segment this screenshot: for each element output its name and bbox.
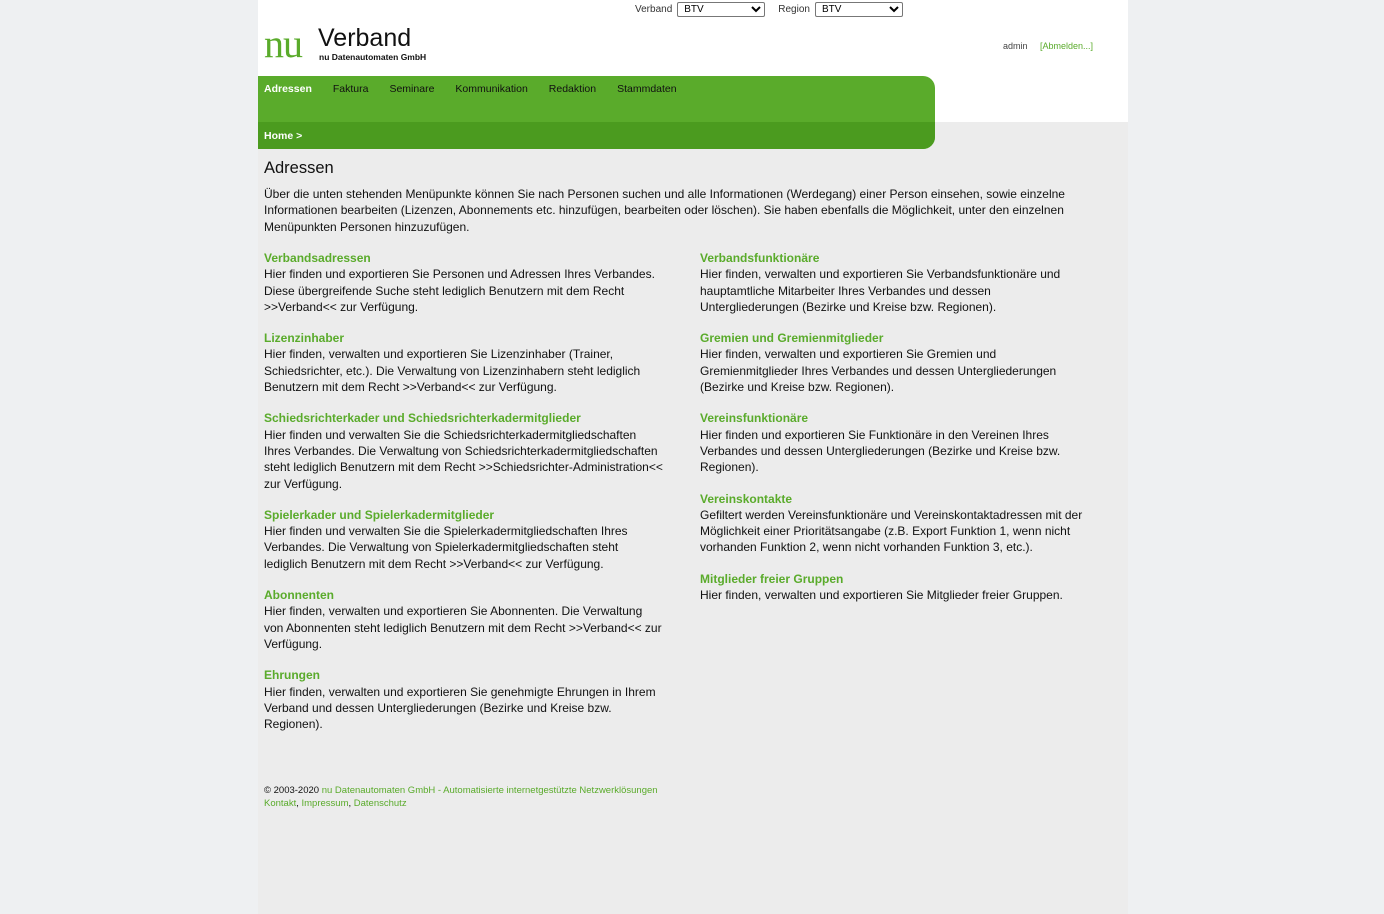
footer-links — [264, 797, 658, 810]
page — [258, 0, 1128, 914]
section-title-link[interactable]: Schiedsrichterkader und Schiedsrichterkadermitglieder — [264, 411, 581, 426]
main-nav — [258, 76, 935, 149]
copyright-text: © 2003-2020 — [264, 785, 320, 796]
nav-items — [264, 83, 698, 95]
section-description: Hier finden und exportieren Sie Personen und Adressen Ihres Verbandes. Diese übergreifende Suche steht lediglich Benutzern mit dem Recht >>Verband<< zur Verfügung. — [264, 267, 655, 314]
section-vereinskontakte — [700, 491, 1090, 556]
section-abonnenten — [264, 587, 664, 652]
user-area — [1003, 41, 1093, 51]
section-title-link[interactable]: Verbandsfunktionäre — [700, 251, 820, 265]
section-description: Hier finden, verwalten und exportieren Sie Verbandsfunktionäre und hauptamtliche Mitarbeiter Ihres Verbandes und dessen Untergliederungen (Bezirke und Kreise bzw. Regionen). — [700, 267, 1061, 314]
footer — [264, 784, 658, 810]
kontakt-link[interactable]: Kontakt — [264, 798, 297, 809]
nav-item-kommunikation[interactable]: Kommunikation — [455, 83, 528, 95]
nav-item-faktura[interactable]: Faktura — [332, 83, 369, 95]
section-description: Hier finden, verwalten und exportieren Sie Mitglieder freier Gruppen. — [700, 588, 1063, 603]
section-gremien — [700, 330, 1090, 395]
section-title-link[interactable]: Vereinsfunktionäre — [700, 411, 809, 426]
username: admin — [1003, 41, 1028, 51]
breadcrumb-bar — [258, 122, 935, 149]
footer-copyright-line — [264, 784, 658, 797]
page-title: Adressen — [264, 159, 334, 177]
logo-company: nu Datenautomaten GmbH — [319, 52, 427, 62]
separator: , — [348, 798, 354, 809]
section-title-link[interactable]: Ehrungen — [264, 668, 320, 683]
nav-item-stammdaten[interactable]: Stammdaten — [617, 83, 677, 95]
section-description: Hier finden und exportieren Sie Funktionäre in den Vereinen Ihres Verbandes und dessen Untergliederungen (Bezirke und Kreise bzw. Regionen). — [700, 427, 1061, 475]
section-title-link[interactable]: Vereinskontakte — [700, 491, 793, 506]
section-description: Hier finden, verwalten und exportieren Sie Gremien und Gremienmitglieder Ihres Verbandes und dessen Untergliederungen (Bezirke und Kreise bzw. Regionen). — [700, 347, 1057, 395]
section-description: Hier finden, verwalten und exportieren Sie Lizenzinhaber (Trainer, Schiedsrichter, etc.). Die Verwaltung von Lizenzinhabern steht lediglich Benutzern mit dem Recht >>Verband<< zur Verfügung. — [264, 347, 641, 395]
section-description: Hier finden und verwalten Sie die Spielerkadermitgliedschaften Ihres Verbandes. Die Verwaltung von Spielerkadermitgliedschaften steht lediglich Benutzern mit dem Recht >>Verband<< zur Verfügung. — [264, 524, 628, 571]
left-column — [264, 250, 664, 747]
section-title-link[interactable]: Lizenzinhaber — [264, 331, 345, 346]
section-vereinsfunktionaere — [700, 410, 1090, 475]
logout-link[interactable]: [Abmelden...] — [1040, 41, 1094, 51]
section-description: Gefiltert werden Vereinsfunktionäre und Vereinskontaktadressen mit der Möglichkeit einer Prioritätsangabe (z.B. Export Funktion 1, wenn nicht vorhanden Funktion 2, wenn nicht vorhanden Funktion 3, etc.). — [700, 507, 1083, 555]
nav-item-adressen[interactable]: Adressen — [264, 83, 312, 95]
section-verbandsfunktionaere — [700, 250, 1090, 315]
section-freie-gruppen — [700, 571, 1090, 604]
section-title-link[interactable]: Spielerkader und Spielerkadermitglieder — [264, 507, 495, 522]
intro-text: Über die unten stehenden Menüpunkte können Sie nach Personen suchen und alle Informationen (Werdegang) einer Person einsehen, sowie einzelne Informationen bearbeiten (Lizenzen, Abonnements etc. hinzufügen, bearbeiten oder löschen). Sie haben ebenfalls die Möglichkeit, unter den einzelnen Menüpunkten Personen hinzuzufügen. — [264, 187, 1065, 234]
breadcrumb[interactable]: Home > — [264, 130, 303, 142]
section-title-link[interactable]: Abonnenten — [264, 588, 334, 603]
logo-nu: nu — [264, 21, 302, 66]
verband-label: Verband — [635, 4, 673, 15]
section-title-link[interactable]: Mitglieder freier Gruppen — [700, 571, 844, 586]
scope-selectors — [635, 2, 903, 17]
region-label: Region — [778, 4, 810, 15]
section-lizenzinhaber — [264, 330, 664, 395]
section-title-link[interactable]: Verbandsadressen — [264, 251, 371, 265]
datenschutz-link[interactable]: Datenschutz — [353, 798, 407, 809]
section-spielerkader — [264, 507, 664, 572]
header — [258, 0, 1128, 142]
section-title-link[interactable]: Gremien und Gremienmitglieder — [700, 331, 884, 346]
company-link[interactable]: nu Datenautomaten GmbH - Automatisierte internetgestützte Netzwerklösungen — [321, 785, 658, 796]
verband-select[interactable] — [677, 2, 765, 17]
section-verbandsadressen — [264, 250, 664, 315]
section-description: Hier finden, verwalten und exportieren Sie Abonnenten. Die Verwaltung von Abonnenten steht lediglich Benutzern mit dem Recht >>Verband<< zur Verfügung. — [264, 604, 662, 651]
section-description: Hier finden, verwalten und exportieren Sie genehmigte Ehrungen in Ihrem Verband und dessen Untergliederungen (Bezirke und Kreise bzw. Regionen). — [264, 684, 656, 732]
nav-item-redaktion[interactable]: Redaktion — [548, 83, 597, 95]
nav-item-seminare[interactable]: Seminare — [389, 83, 435, 95]
separator: , — [296, 798, 302, 809]
right-column — [700, 250, 1090, 618]
logo-title: Verband — [318, 24, 412, 52]
region-select[interactable] — [815, 2, 903, 17]
impressum-link[interactable]: Impressum — [301, 798, 349, 809]
section-ehrungen — [264, 667, 664, 732]
main-content — [264, 156, 1084, 732]
section-schiedsrichterkader — [264, 410, 664, 491]
section-description: Hier finden und verwalten Sie die Schiedsrichterkadermitgliedschaften Ihres Verbandes. Die Verwaltung von Schiedsrichterkadermitgliedschaften steht lediglich Benutzern mit dem Recht >>Schiedsrichter-Administration<< zur Verfügung. — [264, 427, 663, 491]
